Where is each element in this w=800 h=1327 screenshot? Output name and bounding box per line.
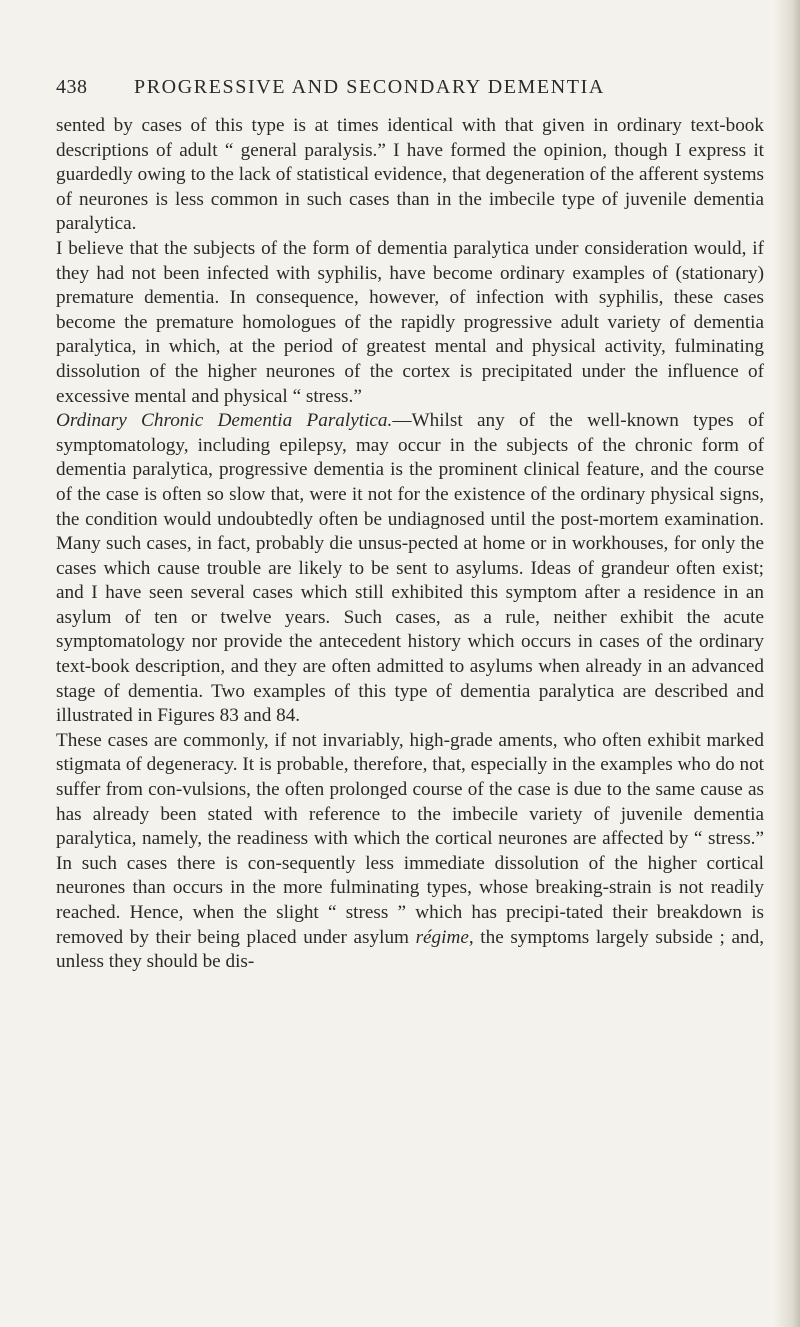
paragraph-1: sented by cases of this type is at times identical with that given in ordinary text-book descriptions of adult “ general paralysis.” I have formed the opinion, though I express it guardedly owing to the lack of statistical evidence, that degeneration of the afferent systems of neurones is less common in such cases than in the imbecile type of juvenile dementia paralytica. <box>56 115 764 235</box>
paragraph-4 <box>56 729 764 975</box>
paragraph-3 <box>56 409 764 729</box>
paragraph-4-end: , the symptoms largely subside ; and, unless they should be dis- <box>56 926 764 973</box>
page-header <box>56 76 746 106</box>
section-heading: Ordinary Chronic Dementia Paralytica. <box>56 410 393 432</box>
paragraph-3-body: —Whilst any of the well-known types of symptomatology, including epilepsy, may occur in the subjects of the chronic form of dementia paralytica, progressive dementia is the prominent clinical feature, and the course of the case is often so slow that, were it not for the existence of the ordinary physical signs, the condition would undoubtedly often be undiagnosed until the post-mortem examination. Many such cases, in fact, probably die unsus-pected at home or in workhouses, for only the cases which cause trouble are likely to be sent to asylums. Ideas of grandeur often exist; and I have seen several cases which still exhibited this symptom after a residence in an asylum of ten or twelve years. Such cases, as a rule, neither exhibit the acute symptomatology nor provide the antecedent history which occurs in cases of the ordinary text-book description, and they are often admitted to asylums when already in an advanced stage of dementia. Two examples of this type of dementia paralytica are described and illustrated in Figures 83 and 84. <box>56 410 764 727</box>
page-edge-shadow <box>774 0 800 1327</box>
paragraph-4-body: These cases are commonly, if not invariably, high-grade aments, who often exhibit marked stigmata of degeneracy. It is probable, therefore, that, especially in the examples who do not suffer from con-vulsions, the often prolonged course of the case is due to the same cause as has already been stated with reference to the imbecile variety of juvenile dementia paralytica, namely, the readiness with which the cortical neurones are affected by “ stress.” In such cases there is con-sequently less immediate dissolution of the higher cortical neurones than occurs in the more fulminating types, whose breaking-strain is not readily reached. Hence, when the slight “ stress ” which has precipi-tated their breakdown is removed by their being placed under asylum <box>56 729 764 948</box>
body-text <box>56 114 764 975</box>
paragraph-2: I believe that the subjects of the form of dementia paralytica under consideration would, if they had not been infected with syphilis, have become ordinary examples of (stationary) premature dementia. In consequence, however, of infection with syphilis, these cases become the premature homologues of the rapidly progressive adult variety of dementia paralytica, in which, at the period of greatest mental and physical activity, fulminating dissolution of the higher neurones of the cortex is precipitated under the influence of excessive mental and physical “ stress.” <box>56 237 764 407</box>
italic-regime: régime <box>415 926 469 948</box>
page-number: 438 <box>56 76 88 98</box>
running-head: PROGRESSIVE AND SECONDARY DEMENTIA <box>134 76 605 98</box>
